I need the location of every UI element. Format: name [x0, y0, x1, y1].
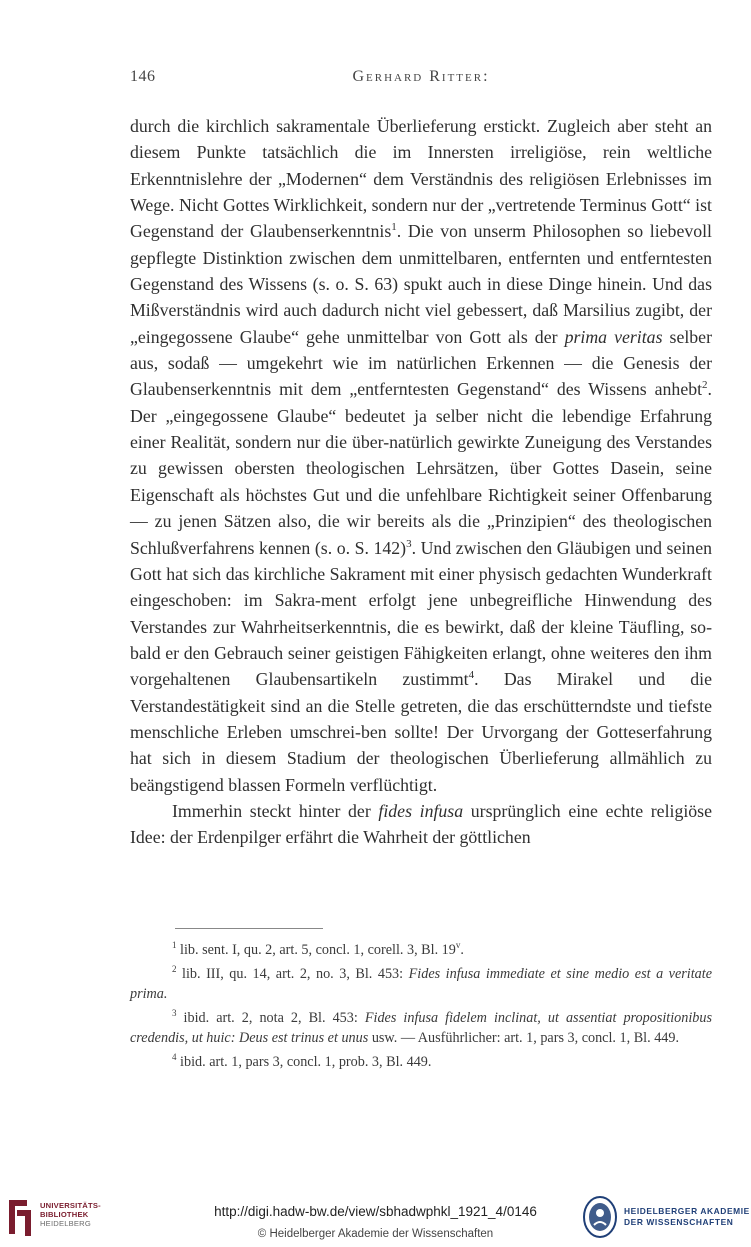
footnote-text: ibid. art. 1, pars 3, concl. 1, prob. 3, Bl. 449. — [180, 1053, 432, 1070]
text-run: . Das Mirakel und die Verstandestätigkeit sind an die Stelle getreten, die das erschütterndste und tiefste menschliche Erleben umschrei-ben sollte! Der Urvorgang der Gotteserfahrung hat sich in diesem Stadium der theologischen Überlieferung allmählich zu beängstigend blassen Formeln verflüchtigt. — [130, 669, 713, 795]
text-run: . Der „eingegossene Glaube“ bedeutet ja selber nicht die lebendige Erfahrung einer Realität, sondern nur die über-natürlich gewirkte Zuneigung des Verstandes zu gewissen obersten theologischen Lehrsätzen, über Gottes Dasein, seine Eigenschaft als höchstes Gut und die unfehlbare Richtigkeit seiner Offenbarung — zu jenen Sätzen also, die wir bereits als die „Prinzipien“ des theologischen Schlußverfahrens kennen (s. o. S. 142) — [130, 379, 712, 558]
running-title: Gerhard Ritter: — [352, 68, 490, 85]
footnote-ref: 4 — [468, 669, 475, 682]
footnote-quote: Fides infusa immediate et sine medio est a veritate prima. — [130, 965, 713, 1002]
paragraph — [130, 798, 712, 851]
page-number: 146 — [130, 68, 156, 85]
italic-term: fides infusa — [378, 800, 464, 821]
footnotes — [130, 940, 712, 1075]
footnote-number: 1 — [172, 940, 177, 950]
footnote-text: lib. sent. I, qu. 2, art. 5, concl. 1, corell. 3, Bl. 19 — [180, 942, 456, 958]
footnote — [130, 964, 712, 1005]
text-run: . Und zwischen den Gläubigen und seinen Gott hat sich das kirchliche Sakrament mit einer physisch gedachten Wunderkraft eingeschoben: im Sakra-ment erfolgt jene unbegreifliche Hinwendung des Verstandes zur Wahrheitserkenntnis, die es bewirkt, daß der kleine Täufling, so-bald er den Gebrauch seiner geistigen Fähigkeiten erlangt, ohne weiteres den ihm vorgehaltenen Glaubensartikeln zustimmt — [130, 537, 712, 690]
footnote-number: 2 — [172, 963, 177, 974]
footnote — [130, 1052, 712, 1073]
footnote-ref: 2 — [702, 379, 708, 392]
paragraph — [130, 113, 712, 798]
footnote-text: . — [460, 942, 464, 958]
text-run: durch die kirchlich sakramentale Überlieferung erstickt. Zugleich aber steht an diesem Punkte tatsächlich die im Innersten irreligiöse, rein weltliche Erkenntnislehre der „Modernen“ dem Verständnis des religiösen Erlebnisses im Wege. Nicht Gottes Wirklichkeit, sondern nur der „vertretende Terminus Gott“ ist Gegenstand der Glaubenserkenntnis — [130, 116, 712, 242]
footnote-divider — [175, 928, 323, 929]
logo-line: DER WISSENSCHAFTEN — [624, 1217, 734, 1227]
footnote — [130, 940, 712, 961]
footnote-text: lib. III, qu. 14, art. 2, no. 3, Bl. 453: — [182, 965, 409, 982]
footnote-text: ibid. art. 2, nota 2, Bl. 453: — [183, 1009, 365, 1026]
text-run: selber aus, sodaß — umgekehrt wie im natürlichen Erkennen — die Genesis der Glaubenserkenntnis mit dem „entferntesten Gegenstand“ des Wissens anhebt — [130, 326, 712, 400]
footnote-text: usw. — Ausführlicher: art. 1, pars 3, concl. 1, Bl. 449. — [368, 1030, 680, 1046]
footnote-ref: 1 — [391, 221, 397, 234]
logo-line: UNIVERSITÄTS- — [40, 1201, 101, 1210]
text-run: Immerhin steckt hinter der — [172, 800, 379, 821]
footnote-number: 4 — [172, 1051, 177, 1062]
footnote-quote: Fides infusa fidelem inclinat, ut assentiat propositionibus credendis, ut huic: Deus est trinus et unus — [130, 1009, 712, 1046]
italic-term: prima veritas — [564, 326, 663, 347]
main-text — [130, 113, 712, 851]
text-run: . Die von unserm Philosophen so liebevoll gepflegte Distinktion zwischen dem unmittelbaren, entfernten und entferntesten Gegenstand des Wissens (s. o. S. 63) spukt auch in diese Dinge hinein. Und das Mißverständnis wird auch dadurch nicht viel gebessert, daß Marsilius zugibt, der „eingegossene Glaube“ gehe unmittelbar von Gott als der — [130, 221, 713, 347]
footnote-ref: 3 — [406, 537, 412, 550]
superscript: v — [455, 940, 461, 950]
running-head — [130, 68, 712, 92]
copyright-notice: © Heidelberger Akademie der Wissenschaften — [257, 1228, 494, 1240]
text-run: ursprünglich eine echte religiöse Idee: der Erdenpilger erfährt die Wahrheit der göttlichen — [130, 800, 712, 848]
academy-seal-icon — [582, 1195, 618, 1239]
academy-label — [624, 1206, 750, 1228]
footnote-number: 3 — [172, 1007, 177, 1018]
logo-line: HEIDELBERG — [40, 1219, 91, 1228]
digitization-footer — [0, 1192, 751, 1247]
footnote — [130, 1008, 712, 1049]
logo-line: BIBLIOTHEK — [40, 1210, 89, 1219]
source-url-link[interactable]: http://digi.hadw-bw.de/view/sbhadwphkl_1921_4/0146 — [214, 1204, 537, 1219]
logo-line: HEIDELBERGER AKADEMIE — [624, 1206, 750, 1216]
